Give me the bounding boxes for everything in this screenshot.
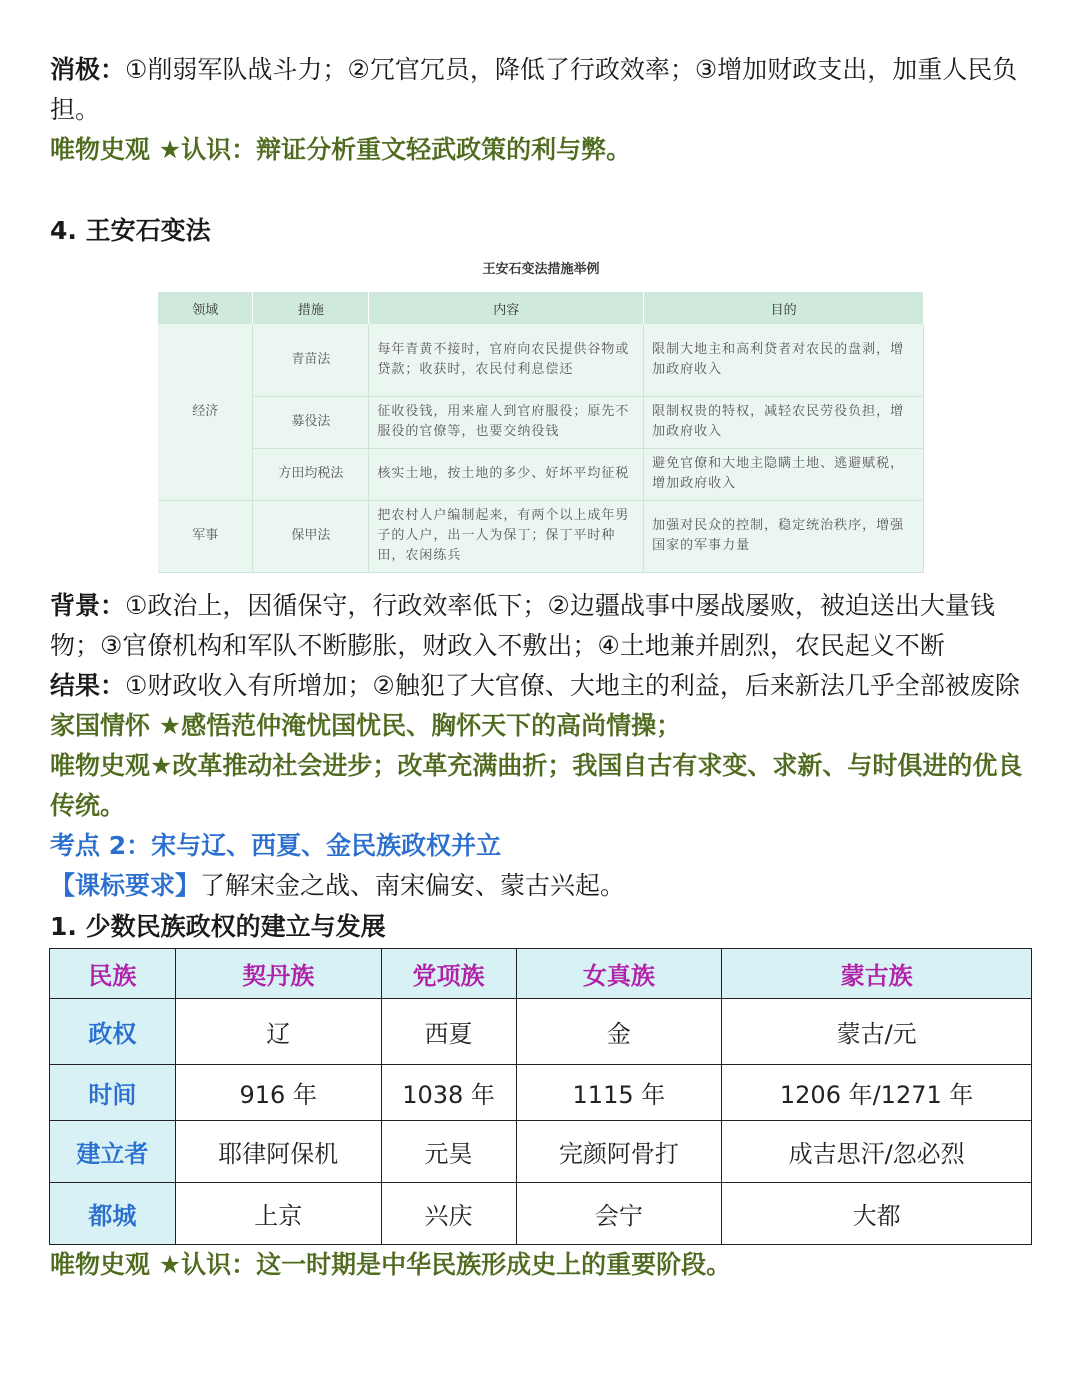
ethnic-cell: 1038 年 xyxy=(381,1065,516,1121)
ethnic-table-header-row xyxy=(50,949,1032,999)
reform-measure-cell: 保甲法 xyxy=(253,500,369,572)
ethnic-row-label: 都城 xyxy=(50,1183,176,1245)
reform-table xyxy=(158,292,924,573)
background-paragraph-cont: 物；③官僚机构和军队不断膨胀，财政入不敷出；④土地兼并剧烈，农民起义不断 xyxy=(50,631,945,660)
result-text: ①财政收入有所增加；②触犯了大官僚、大地主的利益，后来新法几乎全部被废除 xyxy=(125,671,1020,700)
ethnic-row-label: 建立者 xyxy=(50,1121,176,1183)
note-patriotism: 家国情怀 ★感悟范仲淹忧国忧民、胸怀天下的高尚情操； xyxy=(50,711,682,740)
negative-paragraph xyxy=(50,50,1017,90)
kaodian-heading: 考点 2：宋与辽、西夏、金民族政权并立 xyxy=(50,831,502,860)
reform-row xyxy=(158,500,924,572)
section-heading-wang-anshi: 4. 王安石变法 xyxy=(50,216,211,245)
curriculum-text: 了解宋金之战、南宋偏安、蒙古兴起。 xyxy=(200,871,626,900)
ethnic-cell: 元昊 xyxy=(381,1121,516,1183)
reform-content-cell: 把农村人户编制起来，有两个以上成年男子的人户，出一人为保丁；保丁平时种田，农闲练兵 xyxy=(369,500,644,572)
ethnic-table-row xyxy=(50,1065,1032,1121)
reform-measure-cell: 募役法 xyxy=(253,396,369,448)
reform-header-cell: 目的 xyxy=(644,292,924,324)
reform-header-cell: 领域 xyxy=(158,292,253,324)
negative-label: 消极： xyxy=(50,55,126,84)
reform-content-cell: 核实土地，按土地的多少、好坏平均征税 xyxy=(369,448,644,500)
background-label: 背景： xyxy=(50,591,126,620)
ethnic-cell: 辽 xyxy=(175,999,381,1065)
note-materialism-2: 唯物史观★改革推动社会进步；改革充满曲折；我国自古有求变、求新、与时俱进的优良 xyxy=(50,751,1023,780)
ethnic-cell: 女真族 xyxy=(516,949,722,999)
ethnic-cell: 兴庆 xyxy=(381,1183,516,1245)
ethnic-cell: 蒙古族 xyxy=(722,949,1032,999)
reform-purpose-cell: 限制大地主和高利贷者对农民的盘剥，增加政府收入 xyxy=(644,324,924,396)
reform-table-caption: 王安石变法措施举例 xyxy=(482,262,600,277)
ethnic-cell: 耶律阿保机 xyxy=(175,1121,381,1183)
ethnic-table-row xyxy=(50,1121,1032,1183)
curriculum-label: 【课标要求】 xyxy=(50,871,201,900)
ethnic-row-label: 政权 xyxy=(50,999,176,1065)
reform-content-cell: 征收役钱，用来雇人到官府服役；原先不服役的官僚等，也要交纳役钱 xyxy=(369,396,644,448)
ethnic-cell: 成吉思汗/忽必烈 xyxy=(722,1121,1032,1183)
background-text: ①政治上，因循保守，行政效率低下；②边疆战事中屡战屡败，被迫送出大量钱 xyxy=(125,591,995,620)
ethnic-table-row xyxy=(50,1183,1032,1245)
ethnic-cell: 1206 年/1271 年 xyxy=(722,1065,1032,1121)
reform-content-cell: 每年青黄不接时，官府向农民提供谷物或贷款；收获时，农民付利息偿还 xyxy=(369,324,644,396)
reform-purpose-cell: 加强对民众的控制，稳定统治秩序，增强国家的军事力量 xyxy=(644,500,924,572)
reform-header-cell: 措施 xyxy=(253,292,369,324)
reform-measure-cell: 青苗法 xyxy=(253,324,369,396)
ethnic-row-label: 民族 xyxy=(50,949,176,999)
reform-field-cell: 经济 xyxy=(158,324,253,500)
ethnic-cell: 上京 xyxy=(175,1183,381,1245)
section-heading-ethnic: 1. 少数民族政权的建立与发展 xyxy=(50,912,386,941)
ethnic-cell: 蒙古/元 xyxy=(722,999,1032,1065)
reform-table-header xyxy=(158,292,924,324)
background-paragraph xyxy=(50,586,995,626)
ethnic-cell: 916 年 xyxy=(175,1065,381,1121)
ethnic-row-label: 时间 xyxy=(50,1065,176,1121)
ethnic-cell: 西夏 xyxy=(381,999,516,1065)
reform-field-cell: 军事 xyxy=(158,500,253,572)
ethnic-cell: 金 xyxy=(516,999,722,1065)
ethnic-cell: 契丹族 xyxy=(175,949,381,999)
reform-measure-cell: 方田均税法 xyxy=(253,448,369,500)
note-materialism-1: 唯物史观 ★认识：辩证分析重文轻武政策的利与弊。 xyxy=(50,135,632,164)
reform-row xyxy=(158,396,924,448)
curriculum-requirement xyxy=(50,866,625,906)
reform-purpose-cell: 避免官僚和大地主隐瞒土地、逃避赋税，增加政府收入 xyxy=(644,448,924,500)
negative-text: ①削弱军队战斗力；②冗官冗员，降低了行政效率；③增加财政支出，加重人民负 xyxy=(125,55,1018,84)
ethnic-cell: 完颜阿骨打 xyxy=(516,1121,722,1183)
ethnic-cell: 会宁 xyxy=(516,1183,722,1245)
ethnic-table-row xyxy=(50,999,1032,1065)
result-paragraph xyxy=(50,666,1020,706)
reform-header-cell: 内容 xyxy=(369,292,644,324)
result-label: 结果： xyxy=(50,671,126,700)
ethnic-regime-table xyxy=(49,948,1032,1245)
reform-row xyxy=(158,448,924,500)
ethnic-cell: 党项族 xyxy=(381,949,516,999)
note-materialism-2-cont: 传统。 xyxy=(50,791,126,820)
reform-row xyxy=(158,324,924,396)
negative-paragraph-cont: 担。 xyxy=(50,95,101,124)
ethnic-cell: 1115 年 xyxy=(516,1065,722,1121)
ethnic-cell: 大都 xyxy=(722,1183,1032,1245)
reform-purpose-cell: 限制权贵的特权，减轻农民劳役负担，增加政府收入 xyxy=(644,396,924,448)
note-materialism-3: 唯物史观 ★认识：这一时期是中华民族形成史上的重要阶段。 xyxy=(50,1250,732,1279)
